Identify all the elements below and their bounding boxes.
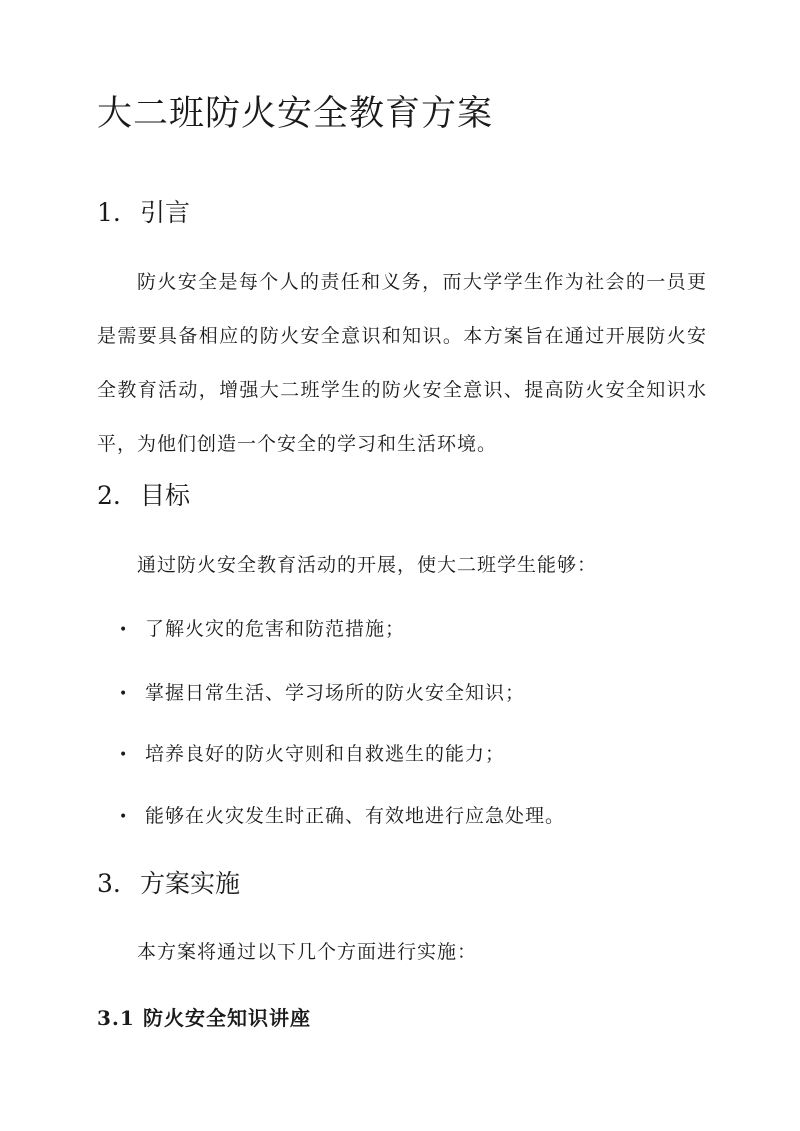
list-item-text: 培养良好的防火守则和自救逃生的能力； bbox=[145, 743, 506, 765]
section-title: 方案实施 bbox=[140, 869, 241, 898]
section-title: 引言 bbox=[140, 198, 191, 227]
introduction-paragraph: 防火安全是每个人的责任和义务，而大学学生作为社会的一员更是需要具备相应的防火安全意识和知识。本方案旨在通过开展防火安全教育活动，增强大二班学生的防火安全意识、提高防火安全知识水平，为他们创造一个安全的学习和生活环境。 bbox=[97, 271, 707, 455]
goals-lead-text: 通过防火安全教育活动的开展，使大二班学生能够： bbox=[137, 554, 598, 576]
bullet-icon: • bbox=[119, 621, 129, 638]
subsection-heading-fire-safety-lecture bbox=[97, 1006, 311, 1030]
bullet-icon: • bbox=[119, 808, 129, 825]
subsection-title: 防火安全知识讲座 bbox=[143, 1006, 311, 1030]
list-item-text: 了解火灾的危害和防范措施； bbox=[145, 618, 406, 640]
document-title: 大二班防火安全教育方案 bbox=[97, 94, 494, 134]
section-number: 1. bbox=[97, 198, 121, 227]
subsection-number: 3.1 bbox=[97, 1006, 135, 1030]
list-item-text: 掌握日常生活、学习场所的防火安全知识； bbox=[145, 682, 526, 704]
section-heading-introduction bbox=[97, 198, 190, 228]
section-number: 2. bbox=[97, 481, 121, 510]
list-item bbox=[119, 682, 525, 705]
bullet-icon: • bbox=[119, 685, 129, 702]
list-item bbox=[119, 618, 405, 641]
section-title: 目标 bbox=[140, 481, 191, 510]
section-heading-goals bbox=[97, 481, 190, 511]
section-number: 3. bbox=[97, 869, 121, 898]
list-item bbox=[119, 805, 565, 828]
bullet-icon: • bbox=[119, 746, 129, 763]
implementation-lead-text: 本方案将通过以下几个方面进行实施： bbox=[137, 941, 478, 963]
list-item bbox=[119, 743, 505, 766]
list-item-text: 能够在火灾发生时正确、有效地进行应急处理。 bbox=[145, 805, 566, 827]
section-heading-implementation bbox=[97, 869, 240, 899]
